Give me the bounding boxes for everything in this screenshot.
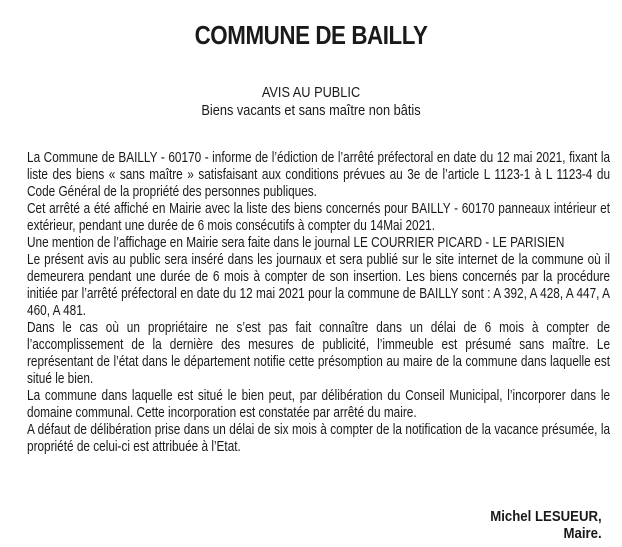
paragraph-3: Une mention de l’affichage en Mairie sera faite dans le journal LE COURRIER PICARD - LE PARISIEN (27, 235, 565, 251)
signature-block (491, 508, 602, 542)
paragraph-7: A défaut de délibération prise dans un délai de six mois à compter de la notification de la vacance présumée, la propriété de celui-ci est attribuée à l’Etat. (27, 422, 611, 455)
subtitle-line-1: AVIS AU PUBLIC (261, 85, 361, 101)
paragraph-2: Cet arrêté a été affiché en Mairie avec la liste des biens concernés pour BAILLY - 60170 panneaux intérieur et extérieur, pendant une durée de 6 mois consécutifs à compter du 14Mai 2021. (27, 201, 611, 234)
signature-name: Michel LESUEUR, (490, 508, 602, 525)
paragraph-1: La Commune de BAILLY - 60170 - informe de l’édiction de l’arrêté préfectoral en date du 12 mai 2021, fixant la liste des biens « sans maître » satisfaisant aux conditions prévues au 3e de l’article L 1123-1 à L 1123-4 du Code Général de la propriété des personnes publiques. (27, 150, 611, 200)
notice-body (27, 150, 610, 456)
paragraph-4: Le présent avis au public sera inséré dans les journaux et sera publié sur le site internet de la commune où il demeurera pendant une durée de 6 mois à compter de son insertion. Les biens concernés par la procédure initiée par l’arrêté préfectoral en date du 12 mai 2021 pour la commune de BAILLY sont : A 392, A 428, A 447, A 460, A 481. (27, 252, 611, 319)
subtitle-line-2: Biens vacants et sans maître non bâtis (201, 103, 421, 119)
signature-role: Maire. (563, 525, 602, 542)
paragraph-5: Dans le cas où un propriétaire ne s’est pas fait connaître dans un délai de 6 mois à compter de l’accomplissement de la dernière des mesures de publicité, l’immeuble est présumé sans maître. Le représentant de l’état dans le département notifie cette présomption au maire de la commune dans laquelle est situé le bien. (27, 320, 611, 387)
paragraph-6: La commune dans laquelle est situé le bien peut, par délibération du Conseil Municipal, l’incorporer dans le domaine communal. Cette incorporation est constatée par arrêté du maire. (27, 388, 611, 421)
page-title: COMMUNE DE BAILLY (194, 20, 428, 50)
notice-subtitle (37, 84, 584, 120)
